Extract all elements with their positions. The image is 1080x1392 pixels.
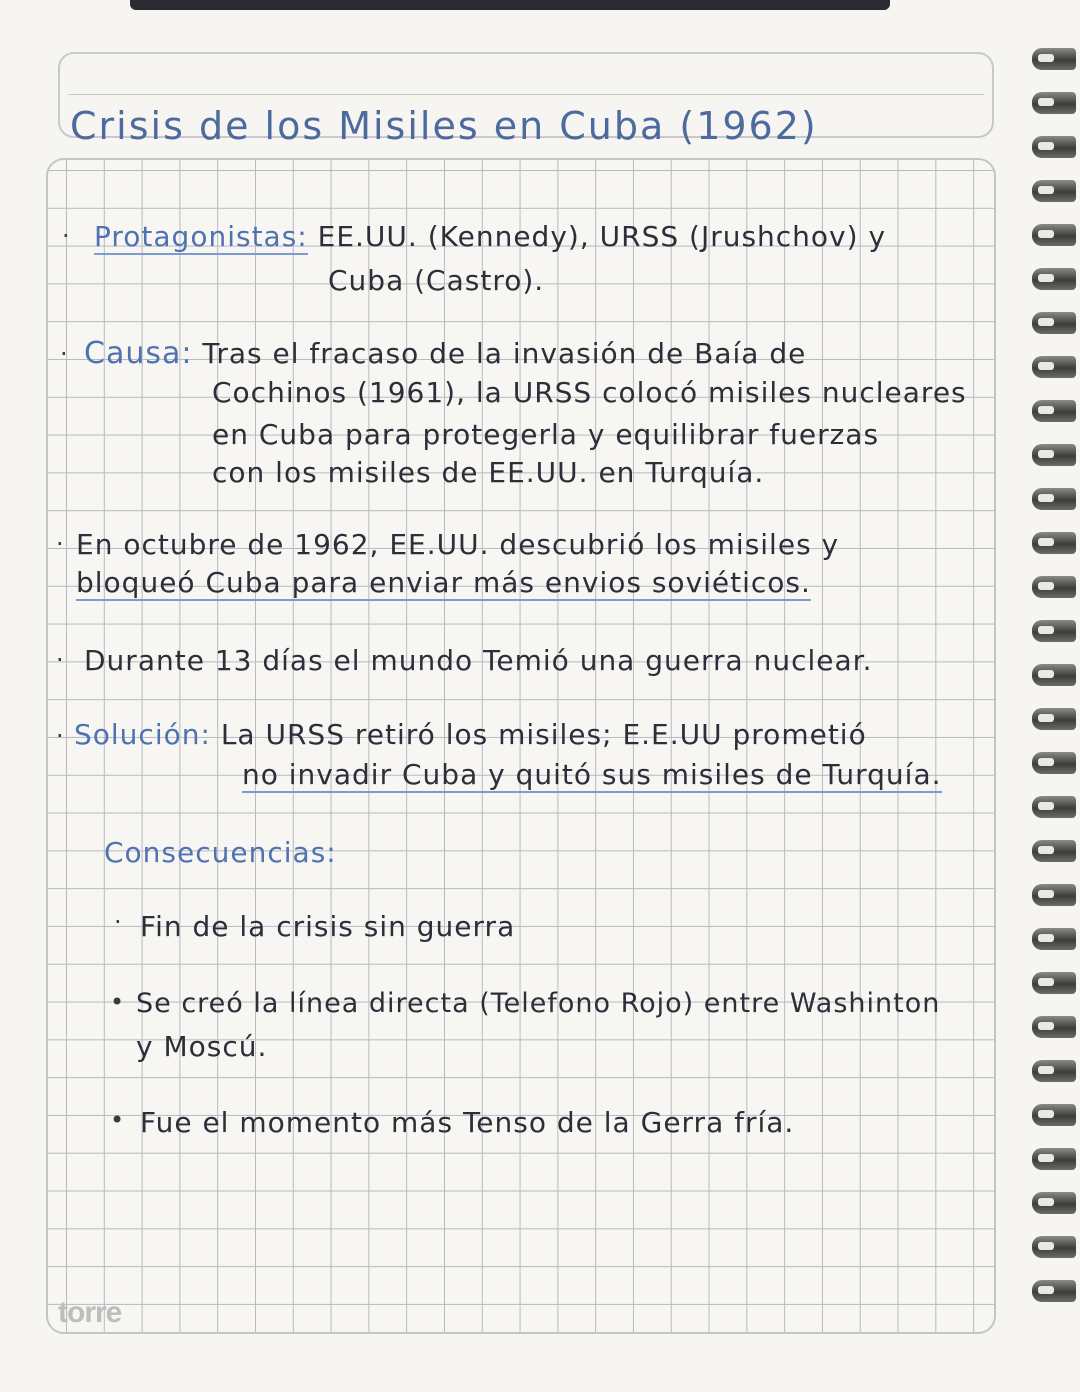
protagonistas-block — [94, 220, 886, 253]
causa-line3: en Cuba para protegerla y equilibrar fuerzas — [212, 418, 880, 451]
spiral-ring — [1032, 1148, 1076, 1170]
causa-line4: con los misiles de EE.UU. en Turquía. — [212, 456, 765, 489]
top-edge — [130, 0, 890, 10]
causa-line1: Tras el fracaso de la invasión de Baía de — [202, 337, 807, 370]
solucion-block — [74, 718, 867, 751]
brand-logo: torre — [58, 1296, 122, 1329]
bullet-dot: · — [56, 530, 64, 558]
page-title: Crisis de los Misiles en Cuba (1962) — [70, 104, 818, 148]
causa-line2: Cochinos (1961), la URSS colocó misiles nucleares — [212, 376, 967, 409]
spiral-ring — [1032, 884, 1076, 906]
solucion-line2: no invadir Cuba y quitó sus misiles de Turquía. — [242, 758, 942, 791]
spiral-ring — [1032, 620, 1076, 642]
spiral-ring — [1032, 1104, 1076, 1126]
solucion-line1: La URSS retiró los misiles; E.E.UU prometió — [220, 718, 867, 751]
consecuencias-item2-line1: Se creó la línea directa (Telefono Rojo) entre Washinton — [136, 988, 941, 1019]
spiral-ring — [1032, 488, 1076, 510]
causa-label: Causa: — [84, 336, 193, 371]
spiral-ring — [1032, 796, 1076, 818]
spiral-ring — [1032, 92, 1076, 114]
consecuencias-item1: Fin de la crisis sin guerra — [140, 910, 516, 943]
bullet-dot: • — [110, 1106, 125, 1134]
consecuencias-label: Consecuencias: — [104, 836, 337, 869]
consecuencias-item2-line2: y Moscú. — [136, 1030, 268, 1063]
spiral-ring — [1032, 268, 1076, 290]
spiral-ring — [1032, 664, 1076, 686]
causa-block — [84, 336, 806, 371]
bullet-dot: • — [110, 988, 125, 1016]
protagonistas-line1: EE.UU. (Kennedy), URSS (Jrushchov) y — [317, 220, 887, 253]
spiral-ring — [1032, 972, 1076, 994]
spiral-ring — [1032, 1016, 1076, 1038]
bullet-dot: · — [56, 722, 64, 750]
spiral-ring — [1032, 1236, 1076, 1258]
protagonistas-line2: Cuba (Castro). — [328, 264, 545, 297]
title-rule — [68, 94, 984, 95]
spiral-ring — [1032, 576, 1076, 598]
spiral-ring — [1032, 532, 1076, 554]
durante-line: Durante 13 días el mundo Temió una guerra nuclear. — [84, 644, 873, 677]
spiral-ring — [1032, 356, 1076, 378]
spiral-ring — [1032, 708, 1076, 730]
bullet-dot: · — [114, 908, 122, 936]
spiral-ring — [1032, 840, 1076, 862]
protagonistas-label: Protagonistas: — [94, 220, 308, 253]
spiral-ring — [1032, 1192, 1076, 1214]
spiral-ring — [1032, 180, 1076, 202]
bullet-dot: · — [56, 646, 64, 674]
spiral-ring — [1032, 48, 1076, 70]
spiral-ring — [1032, 444, 1076, 466]
spiral-ring — [1032, 312, 1076, 334]
octubre-line2: bloqueó Cuba para enviar más envios soviéticos. — [76, 566, 811, 599]
spiral-ring — [1032, 400, 1076, 422]
spiral-ring — [1032, 752, 1076, 774]
spiral-ring — [1032, 224, 1076, 246]
bullet-dot: · — [62, 222, 70, 250]
bullet-dot: · — [60, 340, 68, 368]
consecuencias-item3: Fue el momento más Tenso de la Gerra fría. — [140, 1106, 795, 1139]
octubre-line1: En octubre de 1962, EE.UU. descubrió los misiles y — [76, 528, 840, 561]
spiral-ring — [1032, 928, 1076, 950]
spiral-ring — [1032, 1280, 1076, 1302]
spiral-ring — [1032, 136, 1076, 158]
spiral-binding — [1028, 40, 1080, 1340]
spiral-ring — [1032, 1060, 1076, 1082]
solucion-label: Solución: — [74, 718, 211, 751]
